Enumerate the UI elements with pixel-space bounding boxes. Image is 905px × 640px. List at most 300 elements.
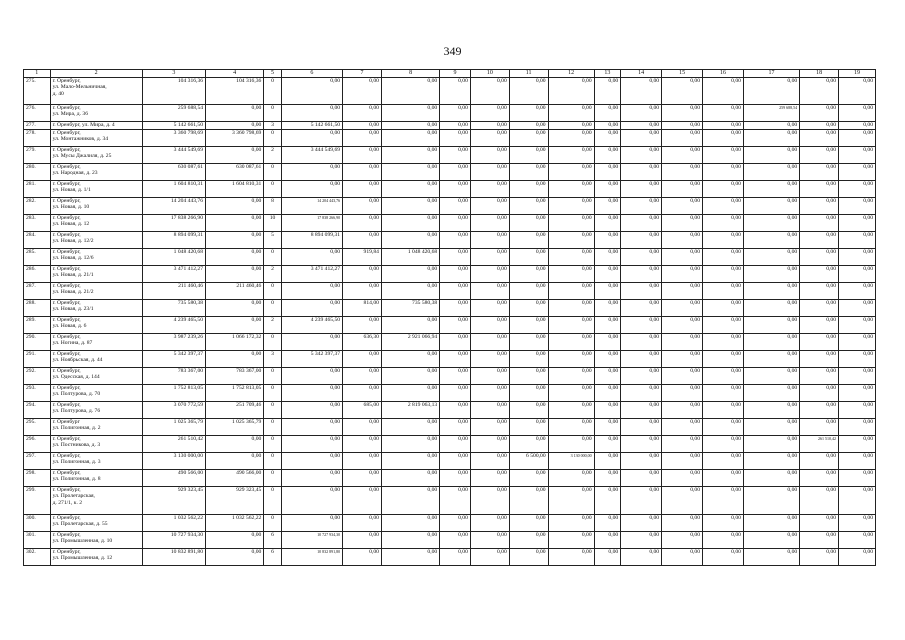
value-cell: 0,00 bbox=[548, 385, 594, 402]
count-cell: 6 bbox=[264, 532, 281, 549]
column-number: 17 bbox=[743, 70, 799, 78]
value-cell: 1 025 365,79 bbox=[206, 419, 264, 436]
value-cell: 0,00 bbox=[548, 436, 594, 453]
value-cell: 0,00 bbox=[594, 470, 621, 487]
value-cell: 0,00 bbox=[470, 215, 509, 232]
value-cell: 0,00 bbox=[662, 368, 703, 385]
column-number: 11 bbox=[509, 70, 548, 78]
value-cell: 0,00 bbox=[440, 78, 471, 105]
row-number: 298. bbox=[24, 470, 51, 487]
value-cell: 0,00 bbox=[381, 283, 439, 300]
address-cell: г. Оренбург, ул. Пролетарская, д. 55 bbox=[50, 515, 142, 532]
row-number: 292. bbox=[24, 368, 51, 385]
value-cell: 0,00 bbox=[206, 549, 264, 566]
value-cell: 0,00 bbox=[206, 198, 264, 215]
value-cell: 0,00 bbox=[743, 436, 799, 453]
value-cell: 5 342 397,37 bbox=[281, 351, 342, 368]
count-cell: 0 bbox=[264, 283, 281, 300]
value-cell: 0,00 bbox=[470, 334, 509, 351]
value-cell: 0,00 bbox=[343, 470, 382, 487]
table-row bbox=[24, 317, 876, 334]
value-cell: 251 709,46 bbox=[206, 402, 264, 419]
value-cell: 0,00 bbox=[343, 164, 382, 181]
value-cell: 0,00 bbox=[343, 78, 382, 105]
table-row bbox=[24, 470, 876, 487]
row-number: 300. bbox=[24, 515, 51, 532]
value-cell: 0,00 bbox=[343, 419, 382, 436]
value-cell: 3 130 000,00 bbox=[548, 453, 594, 470]
value-cell: 0,00 bbox=[509, 181, 548, 198]
value-cell: 0,00 bbox=[548, 300, 594, 317]
value-cell: 0,00 bbox=[594, 300, 621, 317]
value-cell: 0,00 bbox=[440, 453, 471, 470]
value-cell: 0,00 bbox=[594, 351, 621, 368]
value-cell: 0,00 bbox=[621, 470, 662, 487]
value-cell: 0,00 bbox=[470, 385, 509, 402]
table-row bbox=[24, 436, 876, 453]
value-cell: 0,00 bbox=[662, 181, 703, 198]
value-cell: 0,00 bbox=[281, 181, 342, 198]
value-cell: 0,00 bbox=[743, 78, 799, 105]
value-cell: 0,00 bbox=[509, 130, 548, 147]
value-cell: 0,00 bbox=[281, 164, 342, 181]
count-cell: 0 bbox=[264, 78, 281, 105]
value-cell: 4 239 465,50 bbox=[142, 317, 205, 334]
value-cell: 0,00 bbox=[548, 402, 594, 419]
value-cell: 0,00 bbox=[548, 487, 594, 515]
row-number: 291. bbox=[24, 351, 51, 368]
count-cell: 0 bbox=[264, 300, 281, 317]
value-cell: 0,00 bbox=[662, 515, 703, 532]
value-cell: 0,00 bbox=[470, 249, 509, 266]
value-cell: 0,00 bbox=[594, 198, 621, 215]
value-cell: 0,00 bbox=[440, 198, 471, 215]
value-cell: 0,00 bbox=[509, 266, 548, 283]
column-number: 18 bbox=[800, 70, 839, 78]
value-cell: 0,00 bbox=[800, 334, 839, 351]
value-cell: 5 142 661,50 bbox=[142, 122, 205, 130]
register-table bbox=[23, 69, 876, 566]
value-cell: 0,00 bbox=[703, 436, 744, 453]
value-cell: 0,00 bbox=[839, 266, 876, 283]
value-cell: 0,00 bbox=[839, 147, 876, 164]
value-cell: 0,00 bbox=[621, 453, 662, 470]
value-cell: 0,00 bbox=[470, 266, 509, 283]
value-cell: 0,00 bbox=[594, 317, 621, 334]
value-cell: 735 580,38 bbox=[381, 300, 439, 317]
value-cell: 3 360 798,69 bbox=[206, 130, 264, 147]
value-cell: 1 604 810,31 bbox=[142, 181, 205, 198]
value-cell: 0,00 bbox=[662, 147, 703, 164]
value-cell: 0,00 bbox=[800, 549, 839, 566]
count-cell: 10 bbox=[264, 215, 281, 232]
address-cell: г. Оренбург, ул. Постникова, д. 3 bbox=[50, 436, 142, 453]
value-cell: 0,00 bbox=[548, 215, 594, 232]
row-number: 288. bbox=[24, 300, 51, 317]
value-cell: 0,00 bbox=[800, 402, 839, 419]
value-cell: 0,00 bbox=[509, 436, 548, 453]
value-cell: 0,00 bbox=[470, 300, 509, 317]
value-cell: 0,00 bbox=[703, 317, 744, 334]
value-cell: 0,00 bbox=[440, 487, 471, 515]
value-cell: 0,00 bbox=[743, 181, 799, 198]
column-number: 10 bbox=[470, 70, 509, 78]
value-cell: 0,00 bbox=[343, 147, 382, 164]
address-cell: г. Оренбург, ул. Мира, д. 36 bbox=[50, 105, 142, 122]
row-number: 286. bbox=[24, 266, 51, 283]
value-cell: 0,00 bbox=[594, 549, 621, 566]
row-number: 277. bbox=[24, 122, 51, 130]
value-cell: 0,00 bbox=[703, 419, 744, 436]
count-cell: 0 bbox=[264, 453, 281, 470]
value-cell: 0,00 bbox=[470, 122, 509, 130]
value-cell: 0,00 bbox=[743, 532, 799, 549]
row-number: 282. bbox=[24, 198, 51, 215]
column-number: 15 bbox=[662, 70, 703, 78]
value-cell: 0,00 bbox=[381, 368, 439, 385]
value-cell: 0,00 bbox=[281, 300, 342, 317]
value-cell: 783 367,00 bbox=[142, 368, 205, 385]
value-cell: 0,00 bbox=[621, 164, 662, 181]
value-cell: 0,00 bbox=[206, 249, 264, 266]
value-cell: 0,00 bbox=[548, 317, 594, 334]
value-cell: 0,00 bbox=[703, 532, 744, 549]
value-cell: 259 688,54 bbox=[142, 105, 205, 122]
value-cell: 0,00 bbox=[509, 232, 548, 249]
value-cell: 259 688,54 bbox=[743, 105, 799, 122]
row-number: 279. bbox=[24, 147, 51, 164]
value-cell: 0,00 bbox=[662, 300, 703, 317]
value-cell: 1 025 365,79 bbox=[142, 419, 205, 436]
value-cell: 0,00 bbox=[594, 402, 621, 419]
address-cell: г. Оренбург, ул. Новая, д. 21/1 bbox=[50, 266, 142, 283]
value-cell: 0,00 bbox=[662, 419, 703, 436]
value-cell: 0,00 bbox=[594, 385, 621, 402]
row-number: 284. bbox=[24, 232, 51, 249]
value-cell: 0,00 bbox=[621, 419, 662, 436]
value-cell: 0,00 bbox=[509, 215, 548, 232]
value-cell: 3 471 412,27 bbox=[142, 266, 205, 283]
value-cell: 0,00 bbox=[839, 181, 876, 198]
value-cell: 0,00 bbox=[839, 130, 876, 147]
column-number: 5 bbox=[264, 70, 281, 78]
value-cell: 0,00 bbox=[548, 232, 594, 249]
value-cell: 0,00 bbox=[839, 122, 876, 130]
value-cell: 0,00 bbox=[800, 300, 839, 317]
value-cell: 1 752 813,05 bbox=[206, 385, 264, 402]
value-cell: 0,00 bbox=[662, 351, 703, 368]
value-cell: 2 921 066,94 bbox=[381, 334, 439, 351]
value-cell: 0,00 bbox=[662, 122, 703, 130]
value-cell: 0,00 bbox=[662, 78, 703, 105]
column-number: 7 bbox=[343, 70, 382, 78]
value-cell: 0,00 bbox=[621, 317, 662, 334]
count-cell: 2 bbox=[264, 266, 281, 283]
value-cell: 3 130 000,00 bbox=[142, 453, 205, 470]
count-cell: 0 bbox=[264, 402, 281, 419]
column-number: 16 bbox=[703, 70, 744, 78]
value-cell: 919,84 bbox=[343, 249, 382, 266]
table-row bbox=[24, 249, 876, 266]
value-cell: 0,00 bbox=[381, 232, 439, 249]
value-cell: 0,00 bbox=[594, 532, 621, 549]
value-cell: 0,00 bbox=[381, 317, 439, 334]
value-cell: 104 316,36 bbox=[206, 78, 264, 105]
value-cell: 0,00 bbox=[594, 368, 621, 385]
value-cell: 0,00 bbox=[509, 300, 548, 317]
value-cell: 10 832 891,80 bbox=[142, 549, 205, 566]
value-cell: 0,00 bbox=[839, 515, 876, 532]
value-cell: 0,00 bbox=[440, 105, 471, 122]
count-cell: 0 bbox=[264, 470, 281, 487]
value-cell: 0,00 bbox=[440, 181, 471, 198]
value-cell: 0,00 bbox=[206, 532, 264, 549]
value-cell: 0,00 bbox=[509, 164, 548, 181]
table-row bbox=[24, 78, 876, 105]
value-cell: 0,00 bbox=[800, 249, 839, 266]
value-cell: 0,00 bbox=[548, 266, 594, 283]
value-cell: 0,00 bbox=[440, 532, 471, 549]
value-cell: 0,00 bbox=[743, 549, 799, 566]
value-cell: 0,00 bbox=[743, 122, 799, 130]
value-cell: 0,00 bbox=[662, 470, 703, 487]
value-cell: 3 360 798,69 bbox=[142, 130, 205, 147]
row-number: 283. bbox=[24, 215, 51, 232]
value-cell: 0,00 bbox=[703, 549, 744, 566]
value-cell: 0,00 bbox=[621, 283, 662, 300]
value-cell: 0,00 bbox=[662, 453, 703, 470]
value-cell: 0,00 bbox=[381, 436, 439, 453]
value-cell: 0,00 bbox=[703, 215, 744, 232]
value-cell: 0,00 bbox=[509, 334, 548, 351]
value-cell: 0,00 bbox=[621, 487, 662, 515]
value-cell: 0,00 bbox=[594, 419, 621, 436]
value-cell: 0,00 bbox=[548, 249, 594, 266]
count-cell: 0 bbox=[264, 385, 281, 402]
value-cell: 0,00 bbox=[440, 122, 471, 130]
value-cell: 0,00 bbox=[206, 300, 264, 317]
value-cell: 211 460,46 bbox=[206, 283, 264, 300]
value-cell: 0,00 bbox=[281, 436, 342, 453]
value-cell: 630 087,61 bbox=[206, 164, 264, 181]
value-cell: 0,00 bbox=[621, 198, 662, 215]
value-cell: 0,00 bbox=[800, 266, 839, 283]
table-row bbox=[24, 487, 876, 515]
value-cell: 0,00 bbox=[381, 164, 439, 181]
value-cell: 0,00 bbox=[343, 283, 382, 300]
row-number: 296. bbox=[24, 436, 51, 453]
address-cell: г. Оренбург, ул. Ногина, д. 87 bbox=[50, 334, 142, 351]
value-cell: 0,00 bbox=[800, 515, 839, 532]
value-cell: 0,00 bbox=[662, 249, 703, 266]
table-row bbox=[24, 549, 876, 566]
value-cell: 0,00 bbox=[440, 436, 471, 453]
value-cell: 0,00 bbox=[509, 368, 548, 385]
count-cell: 5 bbox=[264, 232, 281, 249]
count-cell: 8 bbox=[264, 198, 281, 215]
value-cell: 5 342 397,37 bbox=[142, 351, 205, 368]
address-cell: г. Оренбург, ул. Ноябрьская, д. 44 bbox=[50, 351, 142, 368]
address-cell: г. Оренбург, ул. Мало-Мельничная, д. 40 bbox=[50, 78, 142, 105]
row-number: 287. bbox=[24, 283, 51, 300]
value-cell: 0,00 bbox=[594, 181, 621, 198]
value-cell: 0,00 bbox=[839, 78, 876, 105]
column-number: 9 bbox=[440, 70, 471, 78]
value-cell: 0,00 bbox=[440, 334, 471, 351]
value-cell: 0,00 bbox=[594, 487, 621, 515]
value-cell: 1 048 420,68 bbox=[381, 249, 439, 266]
value-cell: 0,00 bbox=[548, 419, 594, 436]
value-cell: 0,00 bbox=[594, 453, 621, 470]
address-cell: г. Оренбург ул. Полигонная, д. 2 bbox=[50, 419, 142, 436]
value-cell: 0,00 bbox=[743, 334, 799, 351]
row-number: 294. bbox=[24, 402, 51, 419]
value-cell: 0,00 bbox=[662, 532, 703, 549]
table-row bbox=[24, 419, 876, 436]
value-cell: 0,00 bbox=[839, 249, 876, 266]
column-number: 19 bbox=[839, 70, 876, 78]
value-cell: 0,00 bbox=[703, 130, 744, 147]
value-cell: 0,00 bbox=[206, 317, 264, 334]
value-cell: 1 604 810,31 bbox=[206, 181, 264, 198]
count-cell: 0 bbox=[264, 419, 281, 436]
value-cell: 0,00 bbox=[743, 402, 799, 419]
value-cell: 0,00 bbox=[800, 283, 839, 300]
address-cell: г. Оренбург, ул. Мира, д. 4 bbox=[50, 122, 142, 130]
value-cell: 0,00 bbox=[281, 249, 342, 266]
value-cell: 0,00 bbox=[743, 317, 799, 334]
value-cell: 0,00 bbox=[206, 147, 264, 164]
row-number: 302. bbox=[24, 549, 51, 566]
value-cell: 0,00 bbox=[594, 436, 621, 453]
value-cell: 0,00 bbox=[621, 300, 662, 317]
value-cell: 0,00 bbox=[743, 198, 799, 215]
value-cell: 0,00 bbox=[206, 105, 264, 122]
value-cell: 0,00 bbox=[470, 419, 509, 436]
value-cell: 0,00 bbox=[343, 532, 382, 549]
value-cell: 0,00 bbox=[281, 419, 342, 436]
value-cell: 0,00 bbox=[281, 453, 342, 470]
value-cell: 0,00 bbox=[703, 122, 744, 130]
value-cell: 490 566,00 bbox=[206, 470, 264, 487]
address-cell: г. Оренбург, ул. Промышленная, д. 12 bbox=[50, 549, 142, 566]
value-cell: 261 510,42 bbox=[800, 436, 839, 453]
value-cell: 0,00 bbox=[621, 436, 662, 453]
value-cell: 0,00 bbox=[839, 164, 876, 181]
value-cell: 0,00 bbox=[381, 215, 439, 232]
value-cell: 0,00 bbox=[281, 78, 342, 105]
value-cell: 0,00 bbox=[509, 283, 548, 300]
value-cell: 0,00 bbox=[594, 266, 621, 283]
address-cell: г. Оренбург, ул. Новая, д. 12 bbox=[50, 215, 142, 232]
value-cell: 814,00 bbox=[343, 300, 382, 317]
value-cell: 0,00 bbox=[621, 351, 662, 368]
count-cell: 2 bbox=[264, 147, 281, 164]
value-cell: 0,00 bbox=[509, 78, 548, 105]
value-cell: 0,00 bbox=[509, 515, 548, 532]
value-cell: 0,00 bbox=[343, 385, 382, 402]
value-cell: 0,00 bbox=[594, 105, 621, 122]
column-number: 8 bbox=[381, 70, 439, 78]
count-cell: 0 bbox=[264, 515, 281, 532]
column-number-row bbox=[24, 70, 876, 78]
value-cell: 3 070 772,59 bbox=[142, 402, 205, 419]
value-cell: 0,00 bbox=[800, 532, 839, 549]
count-cell: 2 bbox=[264, 317, 281, 334]
row-number: 281. bbox=[24, 181, 51, 198]
value-cell: 0,00 bbox=[662, 266, 703, 283]
value-cell: 0,00 bbox=[703, 164, 744, 181]
value-cell: 0,00 bbox=[440, 419, 471, 436]
value-cell: 0,00 bbox=[743, 385, 799, 402]
value-cell: 0,00 bbox=[343, 232, 382, 249]
value-cell: 0,00 bbox=[662, 549, 703, 566]
value-cell: 3 471 412,27 bbox=[281, 266, 342, 283]
value-cell: 0,00 bbox=[440, 317, 471, 334]
value-cell: 0,00 bbox=[839, 283, 876, 300]
value-cell: 0,00 bbox=[743, 368, 799, 385]
address-cell: г. Оренбург, ул. Новая, д. 6 bbox=[50, 317, 142, 334]
value-cell: 0,00 bbox=[743, 515, 799, 532]
value-cell: 0,00 bbox=[839, 105, 876, 122]
value-cell: 0,00 bbox=[662, 164, 703, 181]
table-row bbox=[24, 283, 876, 300]
value-cell: 0,00 bbox=[509, 147, 548, 164]
address-cell: г. Оренбург, ул. Полигонная, д. 8 bbox=[50, 470, 142, 487]
value-cell: 0,00 bbox=[662, 198, 703, 215]
value-cell: 0,00 bbox=[548, 147, 594, 164]
address-cell: г. Оренбург, ул. Монтажников, д. 34 bbox=[50, 130, 142, 147]
value-cell: 0,00 bbox=[381, 147, 439, 164]
address-cell: г. Оренбург, ул. Мусы Джалиля, д. 25 bbox=[50, 147, 142, 164]
value-cell: 0,00 bbox=[206, 122, 264, 130]
value-cell: 211 460,46 bbox=[142, 283, 205, 300]
value-cell: 490 566,00 bbox=[142, 470, 205, 487]
value-cell: 0,00 bbox=[470, 283, 509, 300]
address-cell: г. Оренбург, ул. Одесская, д. 144 bbox=[50, 368, 142, 385]
value-cell: 0,00 bbox=[470, 470, 509, 487]
value-cell: 0,00 bbox=[743, 266, 799, 283]
value-cell: 0,00 bbox=[343, 122, 382, 130]
count-cell: 0 bbox=[264, 368, 281, 385]
value-cell: 0,00 bbox=[440, 300, 471, 317]
value-cell: 0,00 bbox=[548, 122, 594, 130]
value-cell: 0,00 bbox=[343, 487, 382, 515]
value-cell: 4 239 465,50 bbox=[281, 317, 342, 334]
value-cell: 0,00 bbox=[440, 402, 471, 419]
value-cell: 0,00 bbox=[440, 515, 471, 532]
value-cell: 0,00 bbox=[839, 300, 876, 317]
value-cell: 0,00 bbox=[509, 402, 548, 419]
value-cell: 0,00 bbox=[470, 232, 509, 249]
value-cell: 0,00 bbox=[743, 453, 799, 470]
value-cell: 0,00 bbox=[662, 436, 703, 453]
value-cell: 0,00 bbox=[743, 419, 799, 436]
value-cell: 0,00 bbox=[381, 266, 439, 283]
table-row bbox=[24, 453, 876, 470]
column-number: 4 bbox=[206, 70, 264, 78]
value-cell: 0,00 bbox=[839, 317, 876, 334]
value-cell: 0,00 bbox=[621, 130, 662, 147]
value-cell: 0,00 bbox=[662, 487, 703, 515]
value-cell: 0,00 bbox=[470, 147, 509, 164]
value-cell: 0,00 bbox=[381, 78, 439, 105]
row-number: 275. bbox=[24, 78, 51, 105]
row-number: 280. bbox=[24, 164, 51, 181]
value-cell: 0,00 bbox=[470, 549, 509, 566]
count-cell: 0 bbox=[264, 105, 281, 122]
value-cell: 0,00 bbox=[509, 105, 548, 122]
